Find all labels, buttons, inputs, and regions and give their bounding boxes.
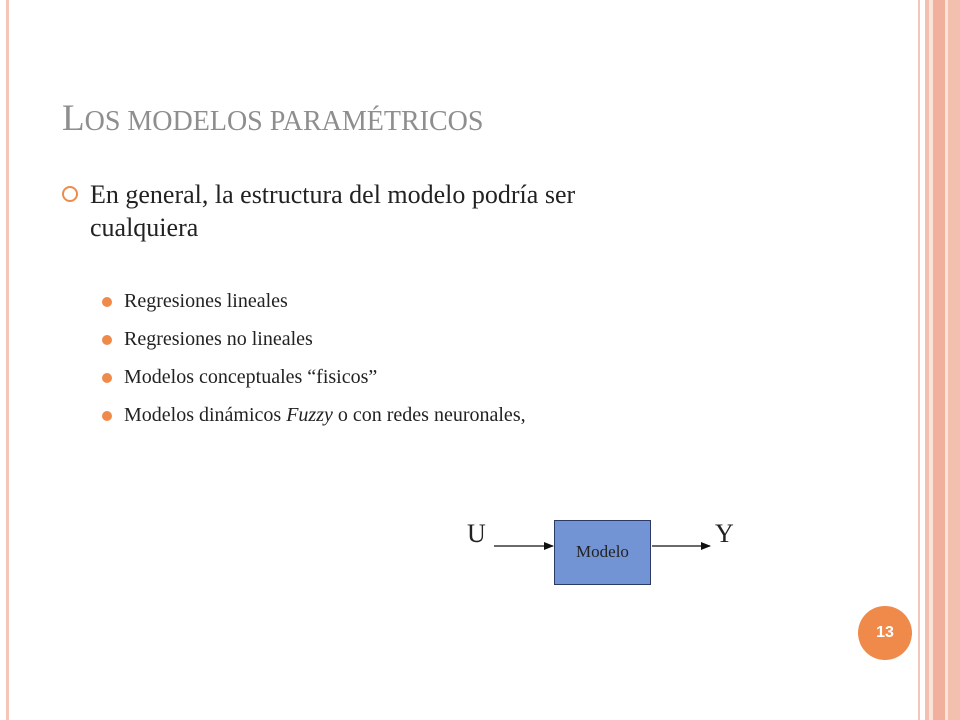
sub-bullet-text-suffix: o con redes neuronales, xyxy=(332,404,526,426)
frame-right-band xyxy=(925,0,960,720)
sub-bullet-item xyxy=(102,401,526,439)
sub-bullet-item xyxy=(102,363,526,401)
main-bullet-line-2: cualquiera xyxy=(90,213,199,242)
sub-bullet-text: Regresiones lineales xyxy=(124,290,288,312)
output-label: Y xyxy=(715,519,734,548)
dot-bullet-icon xyxy=(102,411,112,421)
title-rest: OS MODELOS PARAMÉTRICOS xyxy=(84,106,484,137)
dot-bullet-icon xyxy=(102,373,112,383)
sub-bullet-item xyxy=(102,287,526,325)
sub-bullet-text-prefix: Modelos dinámicos xyxy=(124,404,287,426)
frame-left-line xyxy=(6,0,9,720)
ring-bullet-icon xyxy=(62,186,78,202)
sub-bullet-text: Modelos conceptuales “fisicos” xyxy=(124,366,378,388)
page-number-badge: 13 xyxy=(858,606,912,660)
title-initial: L xyxy=(62,98,85,139)
sub-bullet-text: Regresiones no lineales xyxy=(124,328,313,350)
sub-bullet-list xyxy=(102,287,526,439)
frame-right-line xyxy=(918,0,920,720)
sub-bullet-emphasis: Fuzzy xyxy=(286,404,333,426)
slide-title xyxy=(62,100,483,137)
dot-bullet-icon xyxy=(102,297,112,307)
input-label: U xyxy=(467,519,486,548)
sub-bullet-item xyxy=(102,325,526,363)
main-bullet-line-1: En general, la estructura del modelo podría ser xyxy=(90,180,576,209)
dot-bullet-icon xyxy=(102,335,112,345)
model-block-label: Modelo xyxy=(576,542,629,561)
